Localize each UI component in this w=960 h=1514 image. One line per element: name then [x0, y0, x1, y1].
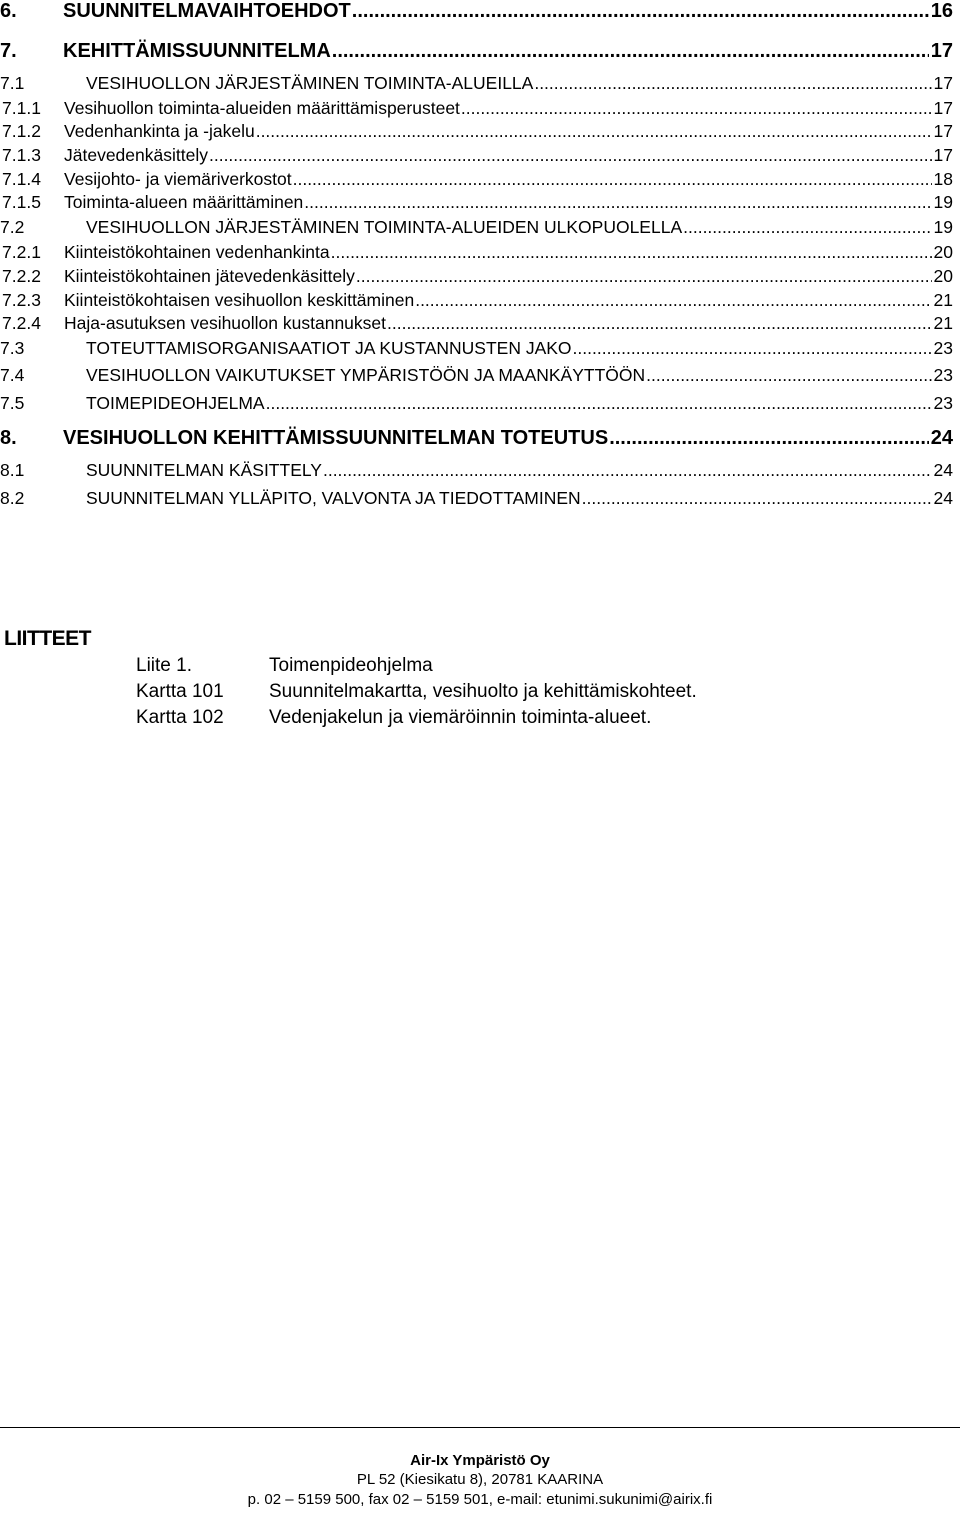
- toc-dot-leader: [683, 217, 931, 238]
- toc-entry-page: 19: [933, 217, 953, 237]
- toc-entry-title: TOIMEPIDEOHJELMA: [86, 393, 265, 413]
- appendix-item: [136, 707, 651, 729]
- toc-entry-number: 7.1.4: [2, 169, 41, 189]
- toc-entry: [0, 266, 953, 287]
- toc-dot-leader: [266, 393, 932, 414]
- toc-entry-page: 24: [930, 427, 953, 449]
- toc-entry-page: 19: [933, 192, 953, 212]
- toc-dot-leader: [646, 365, 931, 386]
- footer-address: PL 52 (Kiesikatu 8), 20781 KAARINA: [356, 1471, 604, 1488]
- appendices-heading: LIITTEET: [4, 627, 91, 650]
- toc-entry-number: 8.2: [0, 488, 25, 508]
- toc-dot-leader: [331, 242, 932, 263]
- toc-entry-number: 8.1: [0, 460, 25, 480]
- toc-entry-title: VESIHUOLLON JÄRJESTÄMINEN TOIMINTA-ALUEILLA: [86, 73, 534, 93]
- toc-entry-title: VESIHUOLLON VAIKUTUKSET YMPÄRISTÖÖN JA MAANKÄYTTÖÖN: [86, 365, 646, 385]
- toc-entry-number: 7.1.1: [2, 98, 41, 118]
- toc-dot-leader: [387, 313, 932, 334]
- toc-entry: [0, 98, 953, 119]
- appendix-item: [136, 655, 433, 677]
- toc-entry-page: 21: [933, 290, 953, 310]
- toc-entry-number: 7.3: [0, 338, 25, 358]
- appendix-description: Toimenpideohjelma: [269, 655, 433, 676]
- toc-entry: [0, 217, 953, 238]
- toc-dot-leader: [209, 145, 932, 166]
- toc-entry-page: 23: [933, 365, 953, 385]
- toc-entry-page: 23: [933, 338, 953, 358]
- toc-entry-title: Kiinteistökohtaisen vesihuollon keskittäminen: [64, 290, 415, 310]
- toc-entry: [0, 460, 953, 481]
- appendix-label: Kartta 102: [136, 707, 224, 728]
- toc-entry-number: 7.2.3: [2, 290, 41, 310]
- toc-entry-number: 7.: [0, 40, 17, 62]
- toc-entry-page: 17: [933, 98, 953, 118]
- toc-dot-leader: [573, 338, 932, 359]
- toc-entry-page: 17: [933, 121, 953, 141]
- toc-entry-page: 24: [933, 460, 953, 480]
- toc-dot-leader: [582, 488, 932, 509]
- toc-entry-number: 7.5: [0, 393, 25, 413]
- toc-entry-number: 8.: [0, 427, 17, 449]
- toc-entry: [0, 365, 953, 386]
- toc-entry-title: TOTEUTTAMISORGANISAATIOT JA KUSTANNUSTEN JAKO: [86, 338, 572, 358]
- toc-entry-title: Haja-asutuksen vesihuollon kustannukset: [64, 313, 386, 333]
- toc-entry-title: Kiinteistökohtainen jätevedenkäsittely: [64, 266, 355, 286]
- appendix-label: Kartta 101: [136, 681, 224, 702]
- footer-company: Air-Ix Ympäristö Oy: [410, 1452, 550, 1469]
- toc-entry: [0, 427, 953, 450]
- toc-dot-leader: [256, 121, 932, 142]
- toc-entry-title: Jätevedenkäsittely: [64, 145, 208, 165]
- toc-dot-leader: [304, 192, 931, 213]
- appendix-description: Vedenjakelun ja viemäröinnin toiminta-alueet.: [269, 707, 652, 728]
- toc-entry-page: 23: [933, 393, 953, 413]
- toc-entry-page: 17: [933, 73, 953, 93]
- toc-entry: [0, 338, 953, 359]
- toc-entry: [0, 145, 953, 166]
- toc-entry: [0, 313, 953, 334]
- footer-contact: p. 02 – 5159 500, fax 02 – 5159 501, e-mail: etunimi.sukunimi@airix.fi: [247, 1491, 713, 1508]
- toc-dot-leader: [534, 73, 931, 94]
- toc-entry-page: 24: [933, 488, 953, 508]
- toc-entry-title: Vedenhankinta ja -jakelu: [64, 121, 255, 141]
- toc-entry-number: 7.2.2: [2, 266, 41, 286]
- toc-entry-page: 17: [933, 145, 953, 165]
- toc-entry-page: 16: [930, 0, 953, 22]
- toc-entry-title: VESIHUOLLON JÄRJESTÄMINEN TOIMINTA-ALUEIDEN ULKOPUOLELLA: [86, 217, 683, 237]
- footer-divider: [0, 1427, 960, 1428]
- toc-entry: [0, 242, 953, 263]
- toc-entry-page: 21: [933, 313, 953, 333]
- toc-dot-leader: [323, 460, 932, 481]
- toc-dot-leader: [609, 427, 929, 450]
- toc-entry-number: 7.2: [0, 217, 25, 237]
- toc-entry-page: 17: [930, 40, 953, 62]
- toc-entry-number: 7.1.3: [2, 145, 41, 165]
- toc-entry: [0, 290, 953, 311]
- toc-entry-page: 20: [933, 266, 953, 286]
- toc-entry-number: 6.: [0, 0, 17, 22]
- appendix-label: Liite 1.: [136, 655, 192, 676]
- toc-entry-number: 7.4: [0, 365, 25, 385]
- toc-dot-leader: [461, 98, 932, 119]
- toc-entry-number: 7.1: [0, 73, 25, 93]
- toc-entry-title: Vesihuollon toiminta-alueiden määrittämisperusteet: [64, 98, 460, 118]
- toc-entry-title: Kiinteistökohtainen vedenhankinta: [64, 242, 330, 262]
- toc-entry-number: 7.1.5: [2, 192, 41, 212]
- toc-dot-leader: [293, 169, 932, 190]
- appendix-description: Suunnitelmakartta, vesihuolto ja kehittämiskohteet.: [269, 681, 697, 702]
- toc-entry-title: SUUNNITELMAVAIHTOEHDOT: [63, 0, 351, 22]
- toc-dot-leader: [332, 40, 929, 63]
- toc-entry-number: 7.1.2: [2, 121, 41, 141]
- toc-entry-page: 20: [933, 242, 953, 262]
- toc-entry-title: VESIHUOLLON KEHITTÄMISSUUNNITELMAN TOTEUTUS: [63, 427, 609, 449]
- toc-entry-number: 7.2.1: [2, 242, 41, 262]
- toc-entry: [0, 393, 953, 414]
- toc-entry: [0, 192, 953, 213]
- toc-entry-title: Toiminta-alueen määrittäminen: [64, 192, 304, 212]
- toc-dot-leader: [352, 0, 929, 23]
- toc-entry-title: KEHITTÄMISSUUNNITELMA: [63, 40, 331, 62]
- toc-entry-title: Vesijohto- ja viemäriverkostot: [64, 169, 292, 189]
- toc-entry: [0, 40, 953, 63]
- toc-entry-page: 18: [933, 169, 953, 189]
- toc-entry: [0, 121, 953, 142]
- toc-dot-leader: [415, 290, 931, 311]
- toc-dot-leader: [356, 266, 932, 287]
- toc-entry: [0, 73, 953, 94]
- toc-entry: [0, 169, 953, 190]
- toc-entry-title: SUUNNITELMAN YLLÄPITO, VALVONTA JA TIEDOTTAMINEN: [86, 488, 581, 508]
- toc-entry: [0, 488, 953, 509]
- toc-entry-number: 7.2.4: [2, 313, 41, 333]
- appendix-item: [136, 681, 697, 703]
- toc-entry-title: SUUNNITELMAN KÄSITTELY: [86, 460, 322, 480]
- toc-entry: [0, 0, 953, 23]
